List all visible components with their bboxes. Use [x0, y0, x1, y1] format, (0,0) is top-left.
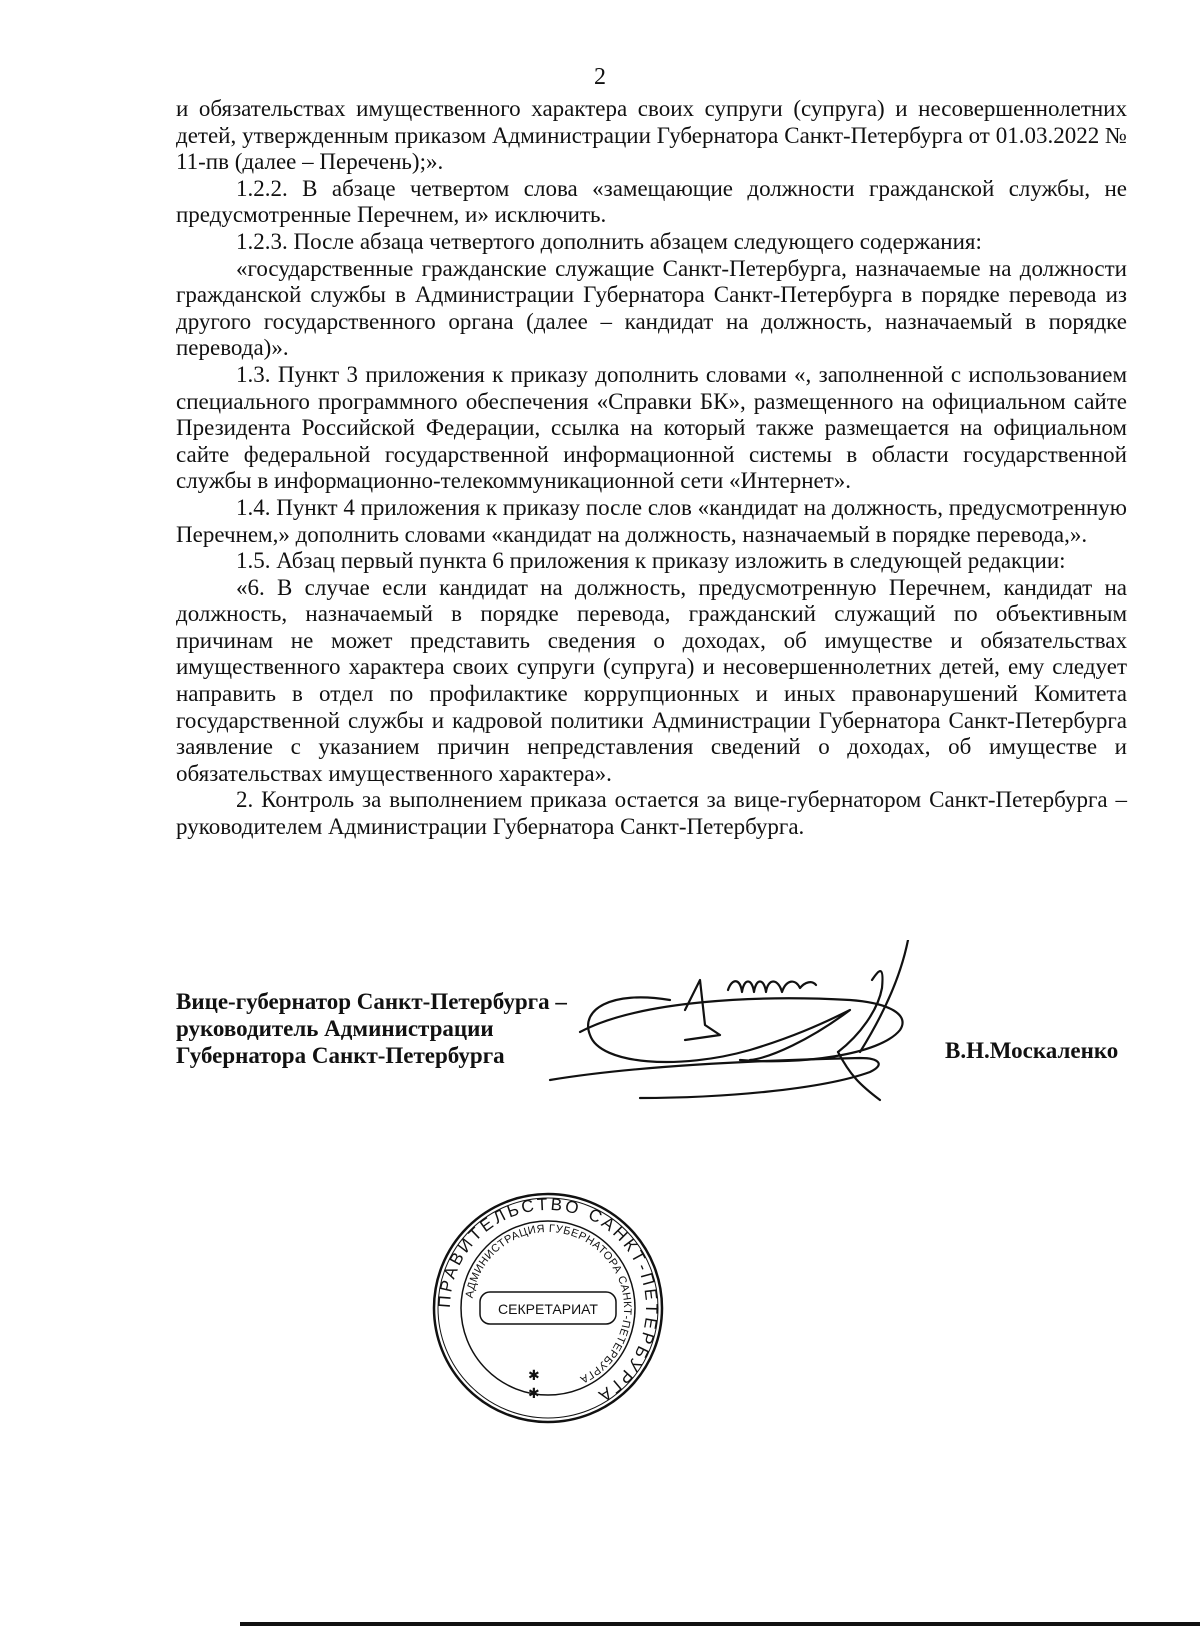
signatory-title-line: руководитель Администрации [176, 1016, 494, 1041]
svg-text:✱: ✱ [528, 1385, 540, 1401]
paragraph: 1.3. Пункт 3 приложения к приказу дополнить словами «, заполненной с использованием специального программного обеспечения «Справки БК», размещенного на официальном сайте Президента Российской Федерации, ссылка на который также размещается на официальном сайте федеральной государственной информационной системы в области государственной службы в информационно-телекоммуникационной сети «Интернет». [176, 361, 1127, 494]
paragraph: 1.4. Пункт 4 приложения к приказу после слов «кандидат на должность, предусмотренную Перечнем,» дополнить словами «кандидат на должность, назначаемый в порядке перевода,». [176, 494, 1127, 547]
paragraph: 1.2.2. В абзаце четвертом слова «замещающие должности гражданской службы, не предусмотренные Перечнем, и» исключить. [176, 175, 1127, 228]
svg-text:АДМИНИСТРАЦИЯ ГУБЕРНАТОРА САНК: АДМИНИСТРАЦИЯ ГУБЕРНАТОРА САНКТ-ПЕТЕРБУРГА [463, 1222, 634, 1386]
paragraph: «государственные гражданские служащие Санкт-Петербурга, назначаемые на должности гражданской службы в Администрации Губернатора Санкт-Петербурга в порядке перевода из другого государственного органа (далее – кандидат на должность, назначаемый в порядке перевода)». [176, 255, 1127, 361]
paragraph: 2. Контроль за выполнением приказа остается за вице-губернатором Санкт-Петербурга – руководителем Администрации Губернатора Санкт-Петербурга. [176, 787, 1127, 840]
paragraph: «6. В случае если кандидат на должность, предусмотренную Перечнем, кандидат на должность, назначаемый в порядке перевода, гражданский служащий по объективным причинам не может представить сведения о доходах, об имуществе и обязательствах имущественного характера своих супруги (супруга) и несовершеннолетних детей, ему следует направить в отдел по профилактике коррупционных и иных правонарушений Комитета государственной службы и кадровой политики Администрации Губернатора Санкт-Петербурга заявление с указанием причин непредставления сведений о доходах, об имуществе и обязательствах имущественного характера». [176, 574, 1127, 786]
svg-text:✱: ✱ [528, 1367, 540, 1383]
paragraph: и обязательствах имущественного характера своих супруги (супруга) и несовершеннолетних детей, утвержденным приказом Администрации Губернатора Санкт-Петербурга от 01.03.2022 № 11-пв (далее – Перечень);». [176, 96, 1127, 175]
stamp-center-text: СЕКРЕТАРИАТ [498, 1301, 598, 1317]
document-body [176, 96, 1127, 841]
paragraph: 1.5. Абзац первый пункта 6 приложения к приказу изложить в следующей редакции: [236, 548, 1066, 574]
signatory-name: В.Н.Москаленко [945, 1038, 1119, 1063]
svg-text:ПРАВИТЕЛЬСТВО САНКТ-ПЕТЕРБУРГА: ПРАВИТЕЛЬСТВО САНКТ-ПЕТЕРБУРГА [434, 1194, 662, 1407]
signatory-title-line: Губернатора Санкт-Петербурга [176, 1043, 505, 1068]
bottom-border-line [240, 1622, 1200, 1626]
signatory-title-line: Вице-губернатор Санкт-Петербурга – [176, 989, 567, 1014]
page-number: 2 [594, 64, 606, 90]
paragraph: 1.2.3. После абзаца четвертого дополнить абзацем следующего содержания: [236, 228, 982, 254]
official-stamp [428, 1188, 668, 1428]
handwritten-signature [520, 940, 960, 1140]
